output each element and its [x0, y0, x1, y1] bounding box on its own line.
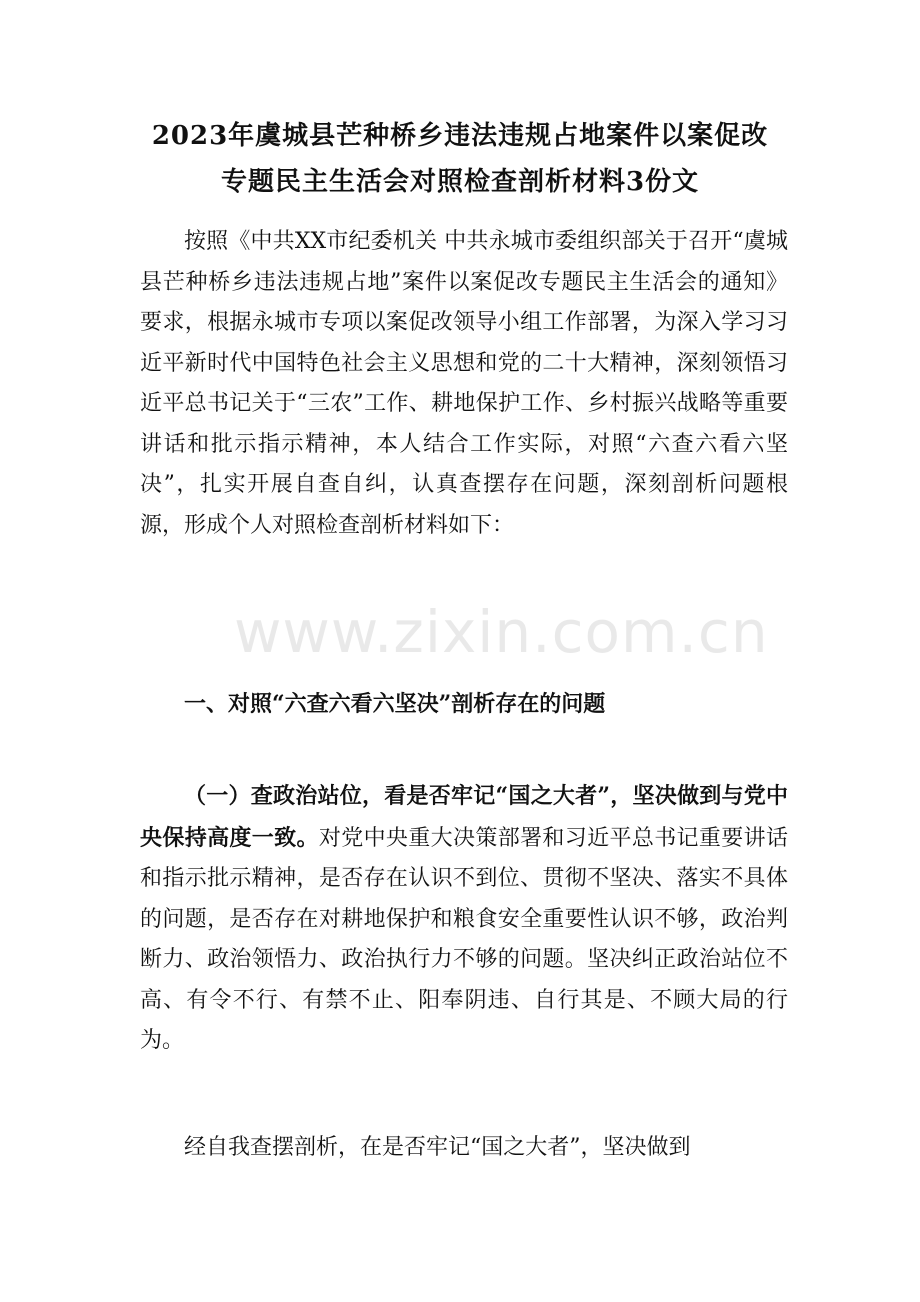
self-review-paragraph: 经自我查摆剖析，在是否牢记“国之大者”，坚决做到 — [184, 1135, 691, 1160]
section-1-text: 对党中央重大决策部署和习近平总书记重要讲话和指示批示精神，是否存在认识不到位、贯彻不坚决、落实不具体的问题，是否存在对耕地保护和粮食安全重要性认识不够，政治判断力、政治领悟力、政治执行力不够的问题。坚决纠正政治站位不高、有令不行、有禁不止、阳奉阴违、自行其是、不顾大局的行为。 — [140, 825, 788, 1053]
document-title-line-2: 专题民主生活会对照检查剖析材料3份文 — [220, 167, 700, 197]
section-1-bold-lead: （一）查政治站位，看是否牢记“国之大者”，坚决做到与党中央保持高度一致。 — [140, 783, 788, 851]
intro-paragraph: 按照《中共XX市纪委机关 中共永城市委组织部关于召开“虞城县芒种桥乡违法违规占地”案件以案促改专题民主生活会的通知》要求，根据永城市专项以案促改领导小组工作部署，为深入学习习近平新时代中国特色社会主义思想和党的二十大精神，深刻领悟习近平总书记关于“三农”工作、耕地保护工作、乡村振兴战略等重要讲话和批示指示精神，本人结合工作实际，对照“六查六看六坚决”，扎实开展自查自纠，认真查摆存在问题，深刻剖析问题根源，形成个人对照检查剖析材料如下： — [140, 229, 788, 538]
document-title-line-1: 2023年虞城县芒种桥乡违法违规占地案件以案促改 — [151, 121, 769, 151]
section-heading: 一、对照“六查六看六坚决”剖析存在的问题 — [184, 691, 606, 717]
section-1-paragraph — [140, 776, 788, 1062]
watermark-text: www.zixin.com.cn — [234, 598, 769, 666]
